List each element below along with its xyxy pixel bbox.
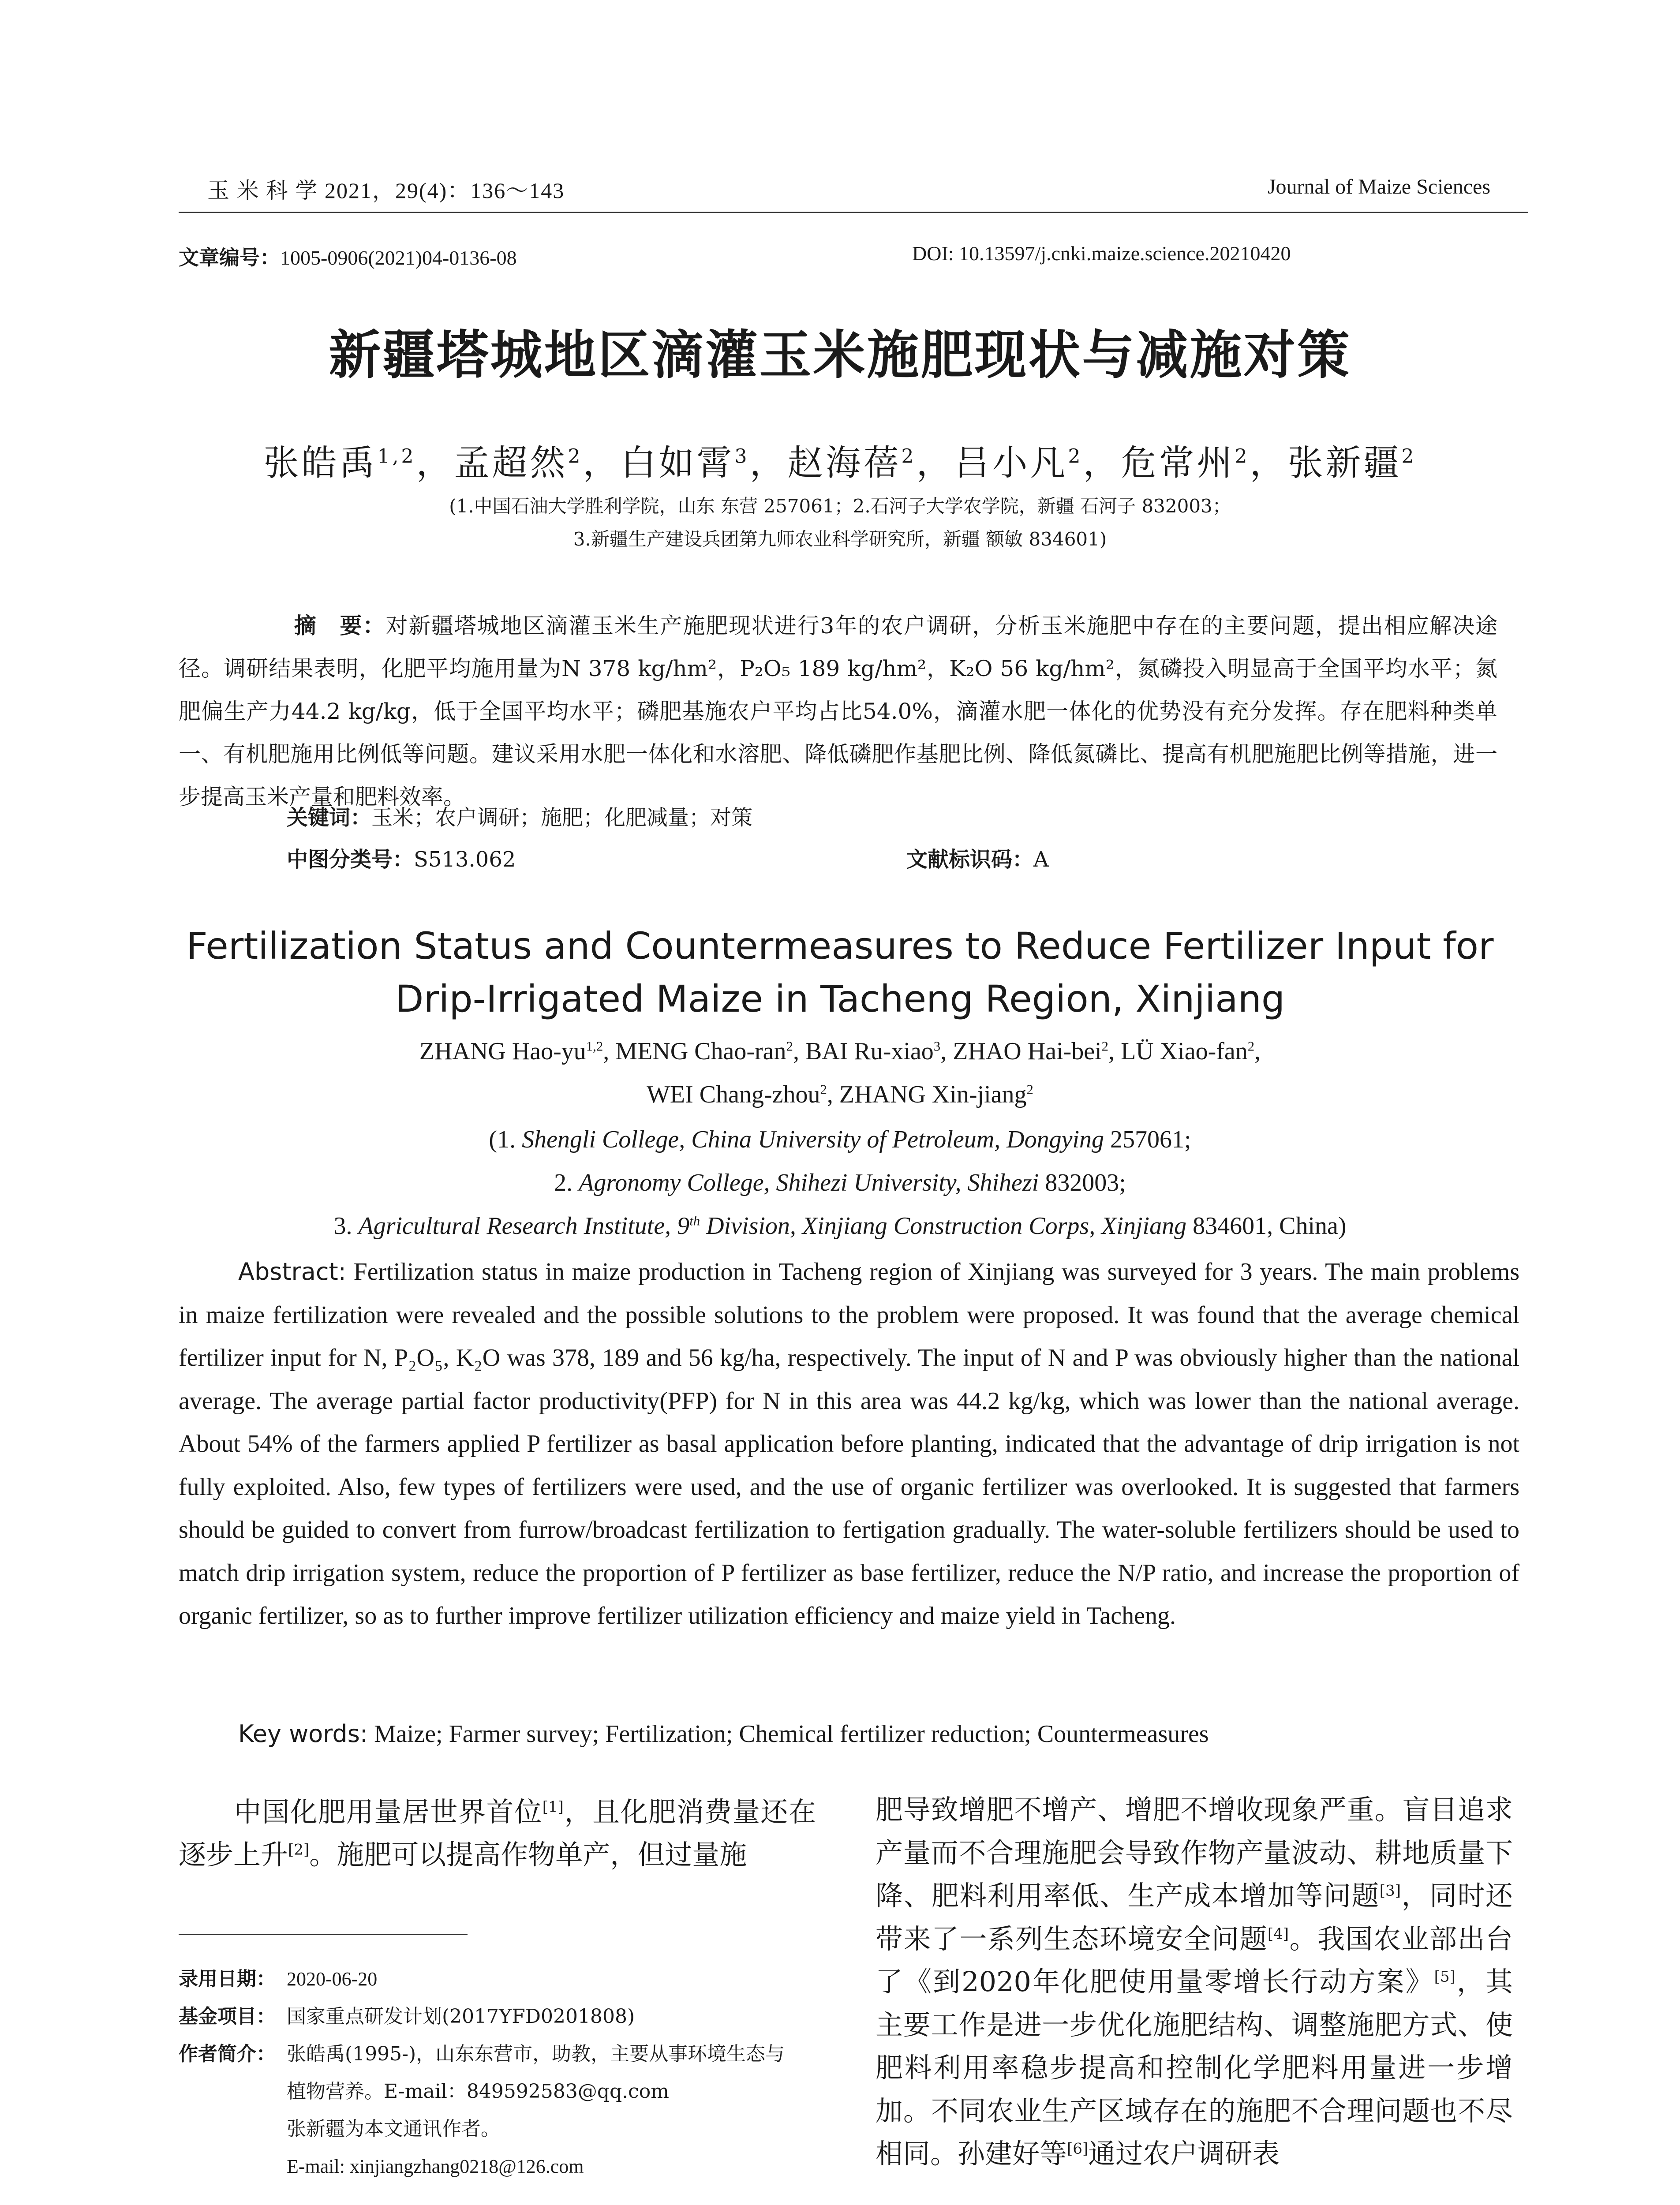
author-affiliation-sup: 2 — [1247, 1039, 1255, 1054]
affiliation-2-prefix: 2. — [554, 1169, 579, 1196]
affiliation-1-postcode: 257061; — [1104, 1126, 1191, 1153]
header-rule — [179, 212, 1528, 213]
abstract-chinese-text: 对新疆塔城地区滴灌玉米生产施肥现状进行3年的农户调研，分析玉米施肥中存在的主要问题，提出相应解决途径。调研结果表明，化肥平均施用量为N 378 kg/hm²，P₂O₅ 189 kg/hm²，K₂O 56 kg/hm²，氮磷投入明显高于全国平均水平；氮肥偏生产力44.2 kg/kg，低于全国平均水平；磷肥基施农户平均占比54.0%，滴灌水肥一体化的优势没有充分发挥。存在肥料种类单一、有机肥施用比例低等问题。建议采用水肥一体化和水溶肥、降低磷肥作基肥比例、降低氮磷比、提高有机肥施肥比例等措施，进一步提高玉米产量和肥料效率。 — [179, 613, 1497, 810]
clc-label: 中图分类号： — [287, 847, 414, 872]
citation-2[interactable]: [2] — [288, 1841, 310, 1859]
footnote-author-line1: 张皓禹(1995-)，山东东营市，助教，主要从事环境生态与 — [287, 2043, 785, 2065]
affiliations-english — [0, 1118, 1680, 1248]
keywords-english-value: Maize; Farmer survey; Fertilization; Chemical fertilizer reduction; Countermeasures — [368, 1720, 1209, 1748]
abstract-chinese — [179, 604, 1497, 818]
author-separator: , — [603, 1038, 616, 1065]
body-text: 通过农户调研表 — [1088, 2138, 1280, 2170]
affiliation-2-postcode: 832003; — [1039, 1169, 1126, 1196]
author-name-en: ZHAO Hai-bei — [953, 1038, 1102, 1065]
body-text: 。施肥可以提高作物单产，但过量施 — [309, 1839, 747, 1871]
affiliation-3-name-b: Division, Xinjiang Construction Corps, Xinjiang — [700, 1212, 1187, 1240]
body-column-left — [179, 1790, 816, 1876]
doi: DOI: 10.13597/j.cnki.maize.science.20210420 — [912, 242, 1291, 265]
author-separator: , — [793, 1038, 805, 1065]
author-name-en: BAI Ru-xiao — [805, 1038, 934, 1065]
author-separator: ， — [916, 442, 954, 483]
body-text: 中国化肥用量居世界首位 — [233, 1796, 543, 1828]
footnote-corresponding-email: E-mail: xinjiangzhang0218@126.com — [287, 2156, 584, 2177]
article-number — [179, 242, 517, 271]
clc-number — [287, 842, 516, 873]
citation-4[interactable]: [4] — [1267, 1925, 1289, 1943]
author-name-cn: 孟超然 — [454, 442, 568, 483]
affiliation-3-ordinal: th — [689, 1213, 700, 1229]
citation-1[interactable]: [1] — [542, 1798, 564, 1816]
document-code-value: A — [1033, 847, 1049, 872]
running-header-journal: Journal of Maize Sciences — [1267, 175, 1490, 198]
author-affiliation-sup: 2 — [568, 445, 583, 468]
author-affiliation-sup: 2 — [901, 445, 917, 468]
citation-3[interactable]: [3] — [1379, 1882, 1401, 1900]
footnote-received — [179, 1960, 785, 1998]
author-name-en: MENG Chao-ran — [615, 1038, 786, 1065]
keywords-chinese-label: 关键词： — [287, 805, 372, 830]
document-code-label: 文献标识码： — [906, 847, 1034, 872]
author-affiliation-sup: 2 — [1068, 445, 1083, 468]
footnote-author-email: 植物营养。E-mail：849592583@qq.com — [287, 2080, 670, 2103]
author-name-en: ZHANG Hao-yu — [419, 1038, 586, 1065]
affiliation-english-2 — [0, 1161, 1680, 1204]
authors-english — [0, 1030, 1680, 1116]
body-text: 。我国农业部出台了《到2020年化肥使用量零增长行动方案》 — [876, 1922, 1513, 1998]
title-english-line1: Fertilization Status and Countermeasures to Reduce Fertilizer Input for — [186, 924, 1494, 968]
authors-english-line1 — [0, 1030, 1680, 1073]
affiliation-3-name-a: Agricultural Research Institute, 9 — [358, 1212, 690, 1240]
body-column-right — [876, 1788, 1513, 2175]
abstract-english-label: Abstract: — [238, 1258, 346, 1286]
body-text: 肥导致增肥不增产、增肥不增收现象严重。盲目追求产量而不合理施肥会导致作物产量波动、耕地质量下降、肥料利用率低、生产成本增加等问题 — [876, 1794, 1513, 1912]
author-name-cn: 白如霄 — [621, 442, 735, 483]
author-name-cn: 赵海蓓 — [787, 442, 902, 483]
body-text: ，同时还带来了一系列生态环境安全问题 — [876, 1880, 1513, 1955]
body-text: ，其主要工作是进一步优化施肥结构、调整施肥方式、使肥料利用率稳步提高和控制化学肥料用量进一步增加。不同农业生产区域存在的施肥不合理问题也不尽相同。孙建好等 — [876, 1966, 1513, 2170]
footnote-author-label: 作者简介： — [179, 2043, 276, 2065]
affiliation-2-name: Agronomy College, Shihezi University, Shihezi — [579, 1169, 1039, 1196]
keywords-english — [238, 1720, 1209, 1748]
affiliation-3-postcode: 834601, China) — [1186, 1212, 1347, 1240]
author-affiliation-sup: 3 — [933, 1039, 941, 1054]
author-name-cn: 危常州 — [1121, 442, 1235, 483]
footnote-fund-value: 国家重点研发计划(2017YFD0201808) — [287, 2005, 635, 2028]
author-name-cn: 张皓禹 — [263, 442, 378, 483]
author-name-en: WEI Chang-zhou — [647, 1081, 820, 1108]
affiliation-3-prefix: 3. — [333, 1212, 359, 1240]
body-text: ，且化肥消费量还在逐步上升 — [179, 1796, 816, 1871]
author-affiliation-sup: 2 — [1401, 445, 1417, 468]
abstract-english — [179, 1250, 1519, 1638]
abstract-english-text: Fertilization status in maize production in Tacheng region of Xinjiang was surveyed for 3 years. The main problems in maize fertilization were revealed and the possible solutions to the problem were proposed. It was found that the average chemical fertilizer input for N, P₂O₅, K₂O was 378, 189 and 56 kg/ha, respectively. The input of N and P was obviously higher than the national average. The average partial factor productivity(PFP) for N in this area was 44.2 kg/kg, which was lower than the national average. About 54% of the farmers applied P fertilizer as basal application before planting, indicated that the advantage of drip irrigation is not fully exploited. Also, few types of fertilizers were used, and the use of organic fertilizer was overlooked. It is suggested that farmers should be guided to convert from furrow/broadcast fertilization to fertigation gradually. The water-soluble fertilizers should be used to match drip irrigation system, reduce the proportion of P fertilizer as base fertilizer, reduce the N/P ratio, and increase the proportion of organic fertilizer, so as to further improve fertilizer utilization efficiency and maize yield in Tacheng. — [179, 1258, 1519, 1629]
title-english-line2: Drip-Irrigated Maize in Tacheng Region, Xinjiang — [395, 977, 1285, 1020]
author-name-cn: 吕小凡 — [954, 442, 1068, 483]
footnotes — [179, 1960, 785, 2185]
author-affiliation-sup: 1,2 — [377, 445, 416, 468]
footnote-corresponding-author: 张新疆为本文通讯作者。 — [287, 2118, 500, 2140]
author-separator: ， — [1083, 442, 1121, 483]
author-name-en: LÜ Xiao-fan — [1121, 1038, 1248, 1065]
author-name-cn: 张新疆 — [1287, 442, 1402, 483]
author-separator: , — [1254, 1038, 1261, 1065]
affiliations-chinese-line2: 3.新疆生产建设兵团第九师农业科学研究所，新疆 额敏 834601) — [573, 528, 1107, 550]
authors-chinese — [0, 434, 1680, 485]
author-affiliation-sup: 2 — [1101, 1039, 1109, 1054]
author-separator: ， — [1250, 442, 1288, 483]
footnote-fund-label: 基金项目： — [179, 2005, 276, 2028]
footnote-received-label: 录用日期： — [179, 1968, 276, 1990]
affiliation-english-1 — [0, 1118, 1680, 1161]
clc-value: S513.062 — [414, 847, 516, 872]
author-name-en: ZHANG Xin-jiang — [839, 1081, 1027, 1108]
footnote-received-value: 2020-06-20 — [287, 1968, 378, 1990]
affiliation-1-name: Shengli College, China University of Petroleum, Dongying — [522, 1126, 1104, 1153]
author-separator: , — [940, 1038, 953, 1065]
author-separator: , — [827, 1081, 839, 1108]
keywords-chinese — [287, 800, 752, 831]
article-number-label: 文章编号： — [179, 247, 280, 269]
affiliations-chinese-line1: (1.中国石油大学胜利学院，山东 东营 257061；2.石河子大学农学院，新疆 石河子 832003； — [449, 495, 1231, 517]
keywords-english-label: Key words: — [238, 1720, 368, 1748]
affiliation-1-prefix: (1. — [489, 1126, 522, 1153]
author-affiliation-sup: 2 — [1026, 1082, 1033, 1097]
authors-english-line2 — [0, 1073, 1680, 1116]
author-separator: ， — [749, 442, 788, 483]
author-affiliation-sup: 2 — [786, 1039, 793, 1054]
author-affiliation-sup: 2 — [820, 1082, 827, 1097]
article-number-value: 1005-0906(2021)04-0136-08 — [280, 247, 517, 269]
footnote-rule — [179, 1934, 468, 1935]
author-separator: ， — [416, 442, 454, 483]
author-affiliation-sup: 2 — [1235, 445, 1250, 468]
author-separator: , — [1108, 1038, 1121, 1065]
author-separator: ， — [583, 442, 621, 483]
author-affiliation-sup: 3 — [734, 445, 750, 468]
affiliation-english-3 — [0, 1204, 1680, 1248]
citation-6[interactable]: [6] — [1067, 2140, 1089, 2158]
title-chinese: 新疆塔城地区滴灌玉米施肥现状与减施对策 — [329, 324, 1351, 385]
citation-5[interactable]: [5] — [1434, 1968, 1456, 1986]
footnote-fund — [179, 1998, 785, 2035]
document-code — [906, 842, 1049, 873]
title-english — [0, 919, 1680, 1025]
running-header-left: 玉 米 科 学 2021，29(4)：136～143 — [207, 178, 565, 203]
abstract-chinese-label: 摘 要： — [293, 613, 386, 639]
keywords-chinese-value: 玉米；农户调研；施肥；化肥减量；对策 — [371, 805, 753, 830]
author-affiliation-sup: 1,2 — [586, 1039, 603, 1054]
footnote-author-bio — [179, 2035, 785, 2073]
